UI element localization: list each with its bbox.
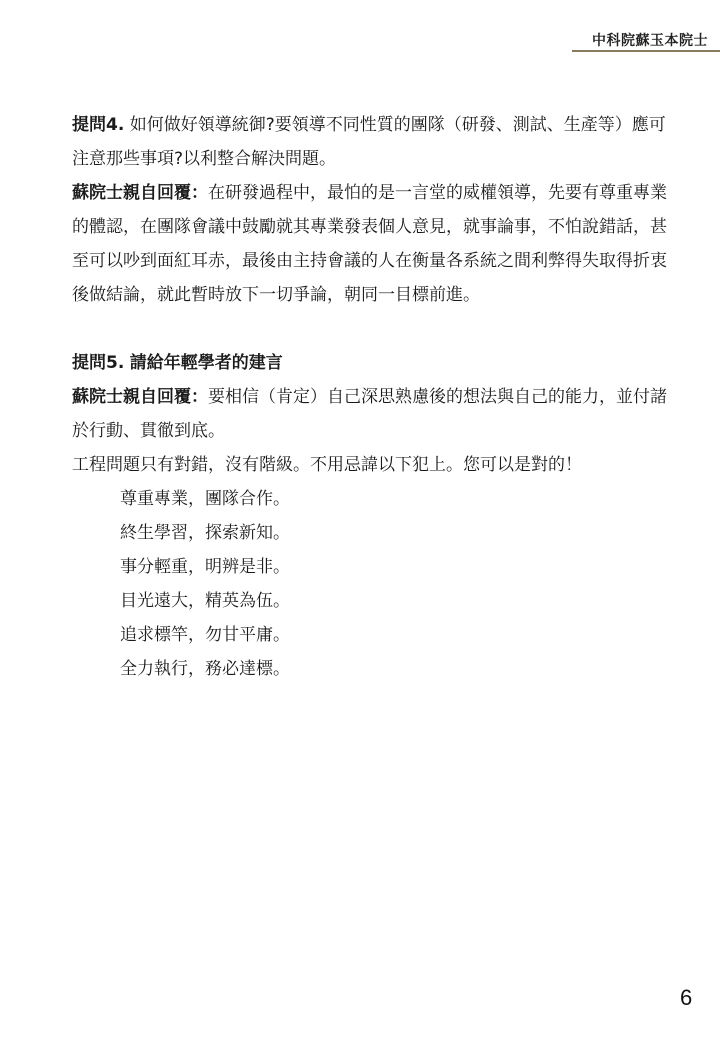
motto-item: 事分輕重，明辨是非。 — [120, 557, 290, 577]
q4-question — [72, 108, 672, 176]
q5-label: 提問5. — [72, 353, 125, 373]
motto-item: 全力執行，務必達標。 — [120, 659, 290, 679]
q4-question-text: 如何做好領導統御?要領導不同性質的團隊（研發、測試、生產等）應可注意那些事項?以利整合解決問題。 — [72, 115, 666, 169]
q4-label: 提問4. — [72, 115, 125, 135]
q5-reply-text: 要相信（肯定）自己深思熟慮後的想法與自己的能力，並付諸於行動、貫徹到底。 — [72, 387, 667, 441]
q5-reply-label: 蘇院士親自回覆： — [72, 387, 208, 407]
motto-item: 目光遠大，精英為伍。 — [120, 591, 290, 611]
q5-question — [72, 346, 672, 380]
q5-reply — [72, 380, 672, 448]
header-title: 中科院蘇玉本院士 — [592, 33, 708, 49]
q5-question-text: 請給年輕學者的建言 — [129, 353, 283, 373]
page-content — [72, 108, 672, 686]
q4-reply-text: 在研發過程中，最怕的是一言堂的威權領導，先要有尊重專業的體認，在團隊會議中鼓勵就其專業發表個人意見，就事論事，不怕說錯話，甚至可以吵到面紅耳赤，最後由主持會議的人在衡量各系統之間利弊得失取得折衷後做結論，就此暫時放下一切爭論，朝同一目標前進。 — [72, 183, 667, 305]
q5-statement: 工程問題只有對錯，沒有階級。不用忌諱以下犯上。您可以是對的！ — [72, 455, 582, 475]
q4-reply — [72, 176, 672, 312]
motto-item: 尊重專業，團隊合作。 — [120, 489, 290, 509]
section-gap — [72, 312, 672, 346]
q4-reply-label: 蘇院士親自回覆： — [72, 183, 208, 203]
page-number: 6 — [680, 985, 693, 1010]
motto-item: 追求標竿，勿甘平庸。 — [120, 625, 290, 645]
header-divider — [572, 50, 720, 52]
motto-item: 終生學習，探索新知。 — [120, 523, 290, 543]
